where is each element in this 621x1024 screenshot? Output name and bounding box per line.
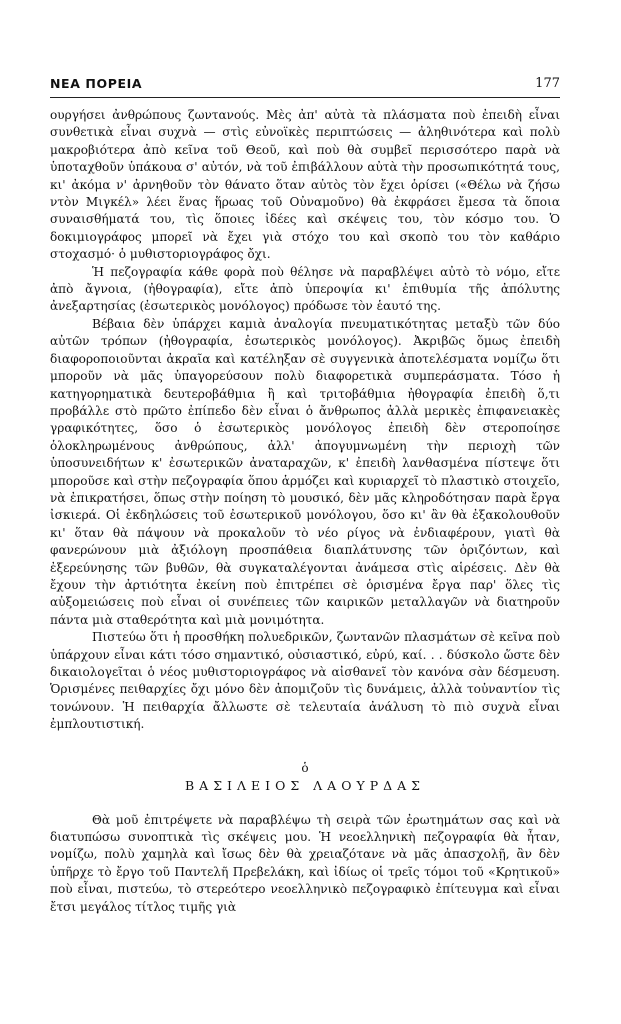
page-number: 177 [535, 76, 560, 91]
paragraph: Βέβαια δὲν ὑπάρχει καμιὰ ἀναλογία πνευματικότητας μεταξὺ τῶν δύο αὐτῶν τρόπων (ἠθογραφία, ἐσωτερικὸς μονόλογος). Ἀκριβῶς ὅμως ἐπειδὴ διαφοροποιοῦνται ἀκραῖα καὶ κατέληξαν σὲ συγγενικὰ ἀποτελέσματα νομίζω ὅτι μποροῦν νὰ μᾶς ὑπαγορεύσουν πολὺ διαφορετικὰ συμπεράσματα. Τόσο ἡ κατηγορηματικὰ δευτεροβάθμια ἢ καὶ τριτοβάθμια ἠθογραφία ἐπειδὴ ὅ,τι προβάλλε στὸ πρῶτο ἐπίπεδο δὲν εἶναι ὁ ἄνθρωπος ἀλλὰ μερικὲς ἐπιφανειακὲς γραφικότητες, ὅσο ὁ ἐσωτερικὸς μονόλογος ἐπειδὴ δὲν στεροποίησε ὁλοκληρωμένους ἀνθρώπους, ἀλλ' ἀπογυμνωμένη τὴν περιοχὴ τῶν ὑποσυνειδήτων κ' ἐσωτερικῶν ἀναταραχῶν, κ' ἐπειδὴ λανθασμένα πίστεψε ὅτι μποροῦσε καὶ στὴν πεζογραφία ὅπου ἁρμόζει καὶ κυριαρχεῖ τὸ πλαστικὸ στοιχεῖο, νὰ ἐπικρατήσει, ὅπως στὴν ποίηση τὸ μουσικό, δὲν μᾶς κληροδότησαν παρὰ ἔργα ἰσκιερά. Οἱ ἐκδηλώσεις τοῦ ἐσωτερικοῦ μονόλογου, ὅσο κι' ἂν θὰ ἐξακολουθοῦν κι' ὅταν θὰ πάψουν νὰ προκαλοῦν τὸ νέο ρίγος νὰ ἐνδιαφέρουν, γιατὶ θὰ φανερώνουν μιὰ ἀξιόλογη προσπάθεια διαπλάτυνσης τῶν ὁριζόντων, καὶ ἐξερεύνησης τῶν βυθῶν, θὰ συγκαταλέγονται ἀνάμεσα στὶς αἱρέσεις. Δὲν θὰ ἔχουν τὴν ἀρτιότητα ἐκείνη ποὺ ἐπιτρέπει σὲ ὁρισμένα ἔργα παρ' ὅλες τὶς αὐξομειώσεις ποὺ εἶναι οἱ συνέπειες τῶν καιρικῶν μεταλλαγῶν νὰ διατηροῦν πάντα μιὰ σταθερότητα καὶ μιὰ μονιμότητα. [50, 316, 560, 627]
journal-title: ΝΕΑ ΠΟΡΕΙΑ [50, 76, 143, 91]
section-article: ὁ [301, 760, 309, 775]
running-header [50, 76, 560, 98]
paragraph: Θὰ μοῦ ἐπιτρέψετε νὰ παραβλέψω τὴ σειρὰ τῶν ἐρωτημάτων σας καὶ νὰ διατυπώσω συνοπτικὰ τὶς σκέψεις μου. Ἡ νεοελληνικὴ πεζογραφία θὰ ἦταν, νομίζω, πολὺ χαμηλὰ καὶ ἴσως δὲν θὰ χρειαζότανε νὰ μᾶς ἀπασχολῇ, ἂν δὲν ὑπῆρχε τὸ ἔργο τοῦ Παντελῆ Πρεβελάκη, καὶ ἰδίως οἱ τρεῖς τόμοι τοῦ «Κρητικοῦ» ποὺ εἶναι, πιστεύω, τὸ στερεότερο νεοελληνικὸ πεζογραφικὸ ἐπίτευγμα καὶ εἶναι ἔτσι μεγάλος τίτλος τιμῆς γιὰ [50, 812, 560, 914]
paragraph: Ἡ πεζογραφία κάθε φορὰ ποὺ θέλησε νὰ παραβλέψει αὐτὸ τὸ νόμο, εἴτε ἀπὸ ἄγνοια, (ἠθογραφία), εἴτε ἀπὸ ὑπεροψία κι' ἐπιθυμία τῆς ἀπόλυτης ἀνεξαρτησίας (ἐσωτερικὸς μονόλογος) πρόδωσε τὸν ἑαυτό της. [50, 264, 560, 314]
text-body [50, 107, 560, 916]
section-author: ΒΑΣΙΛΕΙΟΣ ΛΑΟΥΡΔΑΣ [185, 777, 425, 793]
header-rule [50, 97, 560, 98]
paragraph-continued: ουργήσει ἀνθρώπους ζωντανούς. Μὲς ἀπ' αὐτὰ τὰ πλάσματα ποὺ ἐπειδὴ εἶναι συνθετικὰ εἶναι συχνὰ — στὶς εὐνοϊκὲς περιπτώσεις — ἀληθινότερα καὶ πολὺ μακροβιότερα ἀπὸ κεῖνα τοῦ Θεοῦ, καὶ ποὺ θὰ συμβεῖ περισσότερο παρὰ νὰ ὑποταχθοῦν ὑπάκουα σ' αὐτόν, νὰ τοῦ ἐπιβάλλουν αὐτὰ τὴν προσωπικότητά τους, κι' ἀκόμα ν' ἀρνηθοῦν τὸν θάνατο ὅταν αὐτὸς τὸν ἔχει ὁρίσει («Θέλω νὰ ζήσω ντὸν Μιγκέλ» λέει ἕνας ἥρωας τοῦ Οὐναμοῦνο) θὰ ἐκφράσει ἔμεσα τὰ ὅποια συναισθήματά του, τὶς ὅποιες ἰδέες καὶ σκέψεις του, τὸν κόσμο του. Ὁ δοκιμιογράφος μπορεῖ νὰ ἔχει γιὰ στόχο του καὶ σκοπὸ του τὸν καθάριο στοχασμό· ὁ μυθιστοριογράφος ὄχι. [50, 108, 560, 262]
paragraph: Πιστεύω ὅτι ἡ προσθήκη πολυεδρικῶν, ζωντανῶν πλασμάτων σὲ κεῖνα ποὺ ὑπάρχουν εἶναι κάτι τόσο σημαντικό, οὐσιαστικό, εὐρύ, καί. . . δύσκολο ὥστε δὲν δικαιολογεῖται ὁ νέος μυθιστοριογράφος νὰ αἰσθανεῖ τὸν κανόνα σὰν δέσμευση. Ὁρισμένες πειθαρχίες ὄχι μόνο δὲν ἀπομιζοῦν τὶς δυνάμεις, ἀλλὰ τοὐναντίον τὶς τονώνουν. Ἡ πειθαρχία ἄλλωστε σὲ τελευταία ἀνάλυση τὸ πιὸ συχνὰ εἶναι ἐμπλουτιστική. [50, 630, 560, 732]
